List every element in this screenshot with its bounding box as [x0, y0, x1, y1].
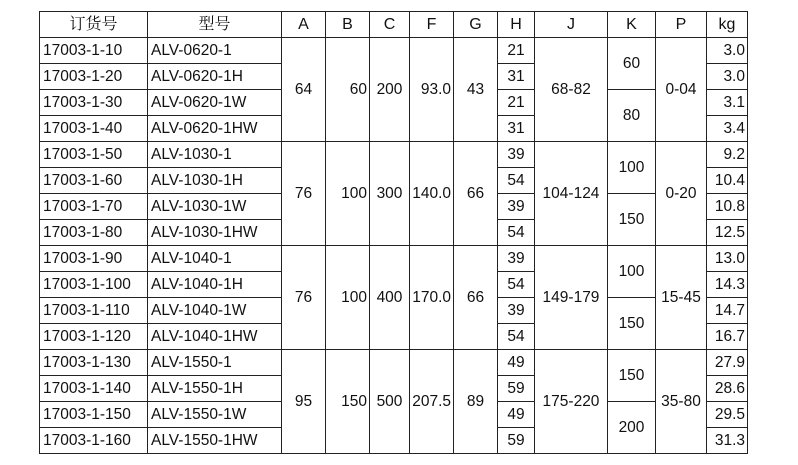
- f-cell: 140.0: [410, 142, 454, 246]
- table-row: [40, 142, 748, 168]
- k-cell: 200: [608, 402, 656, 454]
- kg-cell: 31.3: [707, 428, 748, 454]
- b-cell: 100: [326, 142, 370, 246]
- h-cell: 31: [498, 64, 535, 90]
- spec-table: [39, 11, 748, 454]
- order-number-cell: 17003-1-100: [40, 272, 148, 298]
- h-cell: 59: [498, 376, 535, 402]
- header-c: C: [370, 12, 410, 38]
- model-cell: ALV-1550-1: [148, 350, 282, 376]
- model-cell: ALV-1040-1H: [148, 272, 282, 298]
- c-cell: 200: [370, 38, 410, 142]
- a-cell: 95: [282, 350, 326, 454]
- kg-cell: 10.4: [707, 168, 748, 194]
- model-cell: ALV-1030-1: [148, 142, 282, 168]
- b-cell: 100: [326, 246, 370, 350]
- j-cell: 104-124: [535, 142, 608, 246]
- k-cell: 80: [608, 90, 656, 142]
- kg-cell: 12.5: [707, 220, 748, 246]
- p-cell: 0-20: [656, 142, 707, 246]
- h-cell: 54: [498, 324, 535, 350]
- model-cell: ALV-1030-1H: [148, 168, 282, 194]
- b-cell: 60: [326, 38, 370, 142]
- header-p: P: [656, 12, 707, 38]
- b-cell: 150: [326, 350, 370, 454]
- h-cell: 59: [498, 428, 535, 454]
- k-cell: 60: [608, 38, 656, 90]
- kg-cell: 27.9: [707, 350, 748, 376]
- header-h: H: [498, 12, 535, 38]
- order-number-cell: 17003-1-70: [40, 194, 148, 220]
- model-cell: ALV-1040-1: [148, 246, 282, 272]
- c-cell: 400: [370, 246, 410, 350]
- kg-cell: 14.3: [707, 272, 748, 298]
- header-b: B: [326, 12, 370, 38]
- model-cell: ALV-1030-1W: [148, 194, 282, 220]
- model-cell: ALV-0620-1HW: [148, 116, 282, 142]
- g-cell: 43: [454, 38, 498, 142]
- order-number-cell: 17003-1-140: [40, 376, 148, 402]
- header-order-number: 订货号: [40, 12, 148, 38]
- kg-cell: 3.0: [707, 64, 748, 90]
- f-cell: 170.0: [410, 246, 454, 350]
- model-cell: ALV-1550-1HW: [148, 428, 282, 454]
- k-cell: 150: [608, 298, 656, 350]
- kg-cell: 3.0: [707, 38, 748, 64]
- kg-cell: 13.0: [707, 246, 748, 272]
- model-cell: ALV-1550-1W: [148, 402, 282, 428]
- order-number-cell: 17003-1-160: [40, 428, 148, 454]
- h-cell: 54: [498, 220, 535, 246]
- h-cell: 39: [498, 142, 535, 168]
- h-cell: 21: [498, 90, 535, 116]
- header-k: K: [608, 12, 656, 38]
- table-row: [40, 246, 748, 272]
- header-g: G: [454, 12, 498, 38]
- h-cell: 31: [498, 116, 535, 142]
- g-cell: 66: [454, 246, 498, 350]
- a-cell: 76: [282, 142, 326, 246]
- k-cell: 150: [608, 350, 656, 402]
- h-cell: 54: [498, 272, 535, 298]
- header-row: [40, 12, 748, 38]
- kg-cell: 10.8: [707, 194, 748, 220]
- header-model: 型号: [148, 12, 282, 38]
- order-number-cell: 17003-1-110: [40, 298, 148, 324]
- kg-cell: 16.7: [707, 324, 748, 350]
- j-cell: 149-179: [535, 246, 608, 350]
- c-cell: 500: [370, 350, 410, 454]
- kg-cell: 28.6: [707, 376, 748, 402]
- header-j: J: [535, 12, 608, 38]
- table-row: [40, 350, 748, 376]
- model-cell: ALV-1040-1HW: [148, 324, 282, 350]
- model-cell: ALV-0620-1W: [148, 90, 282, 116]
- k-cell: 100: [608, 246, 656, 298]
- h-cell: 49: [498, 350, 535, 376]
- order-number-cell: 17003-1-10: [40, 38, 148, 64]
- k-cell: 150: [608, 194, 656, 246]
- c-cell: 300: [370, 142, 410, 246]
- model-cell: ALV-1030-1HW: [148, 220, 282, 246]
- h-cell: 39: [498, 246, 535, 272]
- model-cell: ALV-1550-1H: [148, 376, 282, 402]
- order-number-cell: 17003-1-50: [40, 142, 148, 168]
- f-cell: 93.0: [410, 38, 454, 142]
- a-cell: 76: [282, 246, 326, 350]
- j-cell: 175-220: [535, 350, 608, 454]
- order-number-cell: 17003-1-120: [40, 324, 148, 350]
- h-cell: 39: [498, 298, 535, 324]
- kg-cell: 29.5: [707, 402, 748, 428]
- header-f: F: [410, 12, 454, 38]
- header-a: A: [282, 12, 326, 38]
- k-cell: 100: [608, 142, 656, 194]
- order-number-cell: 17003-1-60: [40, 168, 148, 194]
- p-cell: 15-45: [656, 246, 707, 350]
- p-cell: 35-80: [656, 350, 707, 454]
- h-cell: 21: [498, 38, 535, 64]
- g-cell: 89: [454, 350, 498, 454]
- g-cell: 66: [454, 142, 498, 246]
- j-cell: 68-82: [535, 38, 608, 142]
- model-cell: ALV-0620-1H: [148, 64, 282, 90]
- kg-cell: 9.2: [707, 142, 748, 168]
- order-number-cell: 17003-1-150: [40, 402, 148, 428]
- table-row: [40, 38, 748, 64]
- kg-cell: 14.7: [707, 298, 748, 324]
- h-cell: 54: [498, 168, 535, 194]
- order-number-cell: 17003-1-130: [40, 350, 148, 376]
- order-number-cell: 17003-1-90: [40, 246, 148, 272]
- h-cell: 39: [498, 194, 535, 220]
- kg-cell: 3.4: [707, 116, 748, 142]
- order-number-cell: 17003-1-30: [40, 90, 148, 116]
- order-number-cell: 17003-1-80: [40, 220, 148, 246]
- p-cell: 0-04: [656, 38, 707, 142]
- order-number-cell: 17003-1-40: [40, 116, 148, 142]
- model-cell: ALV-0620-1: [148, 38, 282, 64]
- h-cell: 49: [498, 402, 535, 428]
- kg-cell: 3.1: [707, 90, 748, 116]
- f-cell: 207.5: [410, 350, 454, 454]
- order-number-cell: 17003-1-20: [40, 64, 148, 90]
- a-cell: 64: [282, 38, 326, 142]
- header-kg: kg: [707, 12, 748, 38]
- model-cell: ALV-1040-1W: [148, 298, 282, 324]
